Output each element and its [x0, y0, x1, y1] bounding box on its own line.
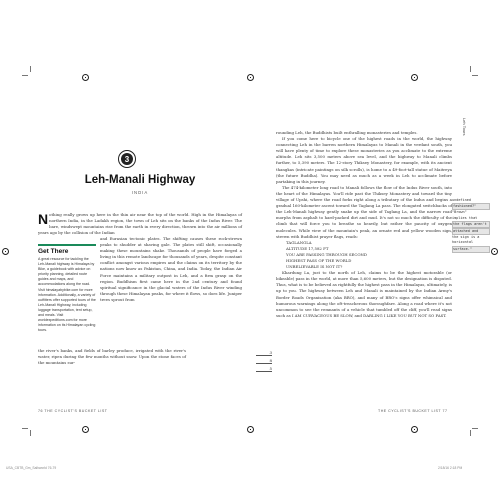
slug-left: USA_CBTB_Gm_Salhworld 76-79 — [6, 466, 57, 470]
intro-paragraph — [38, 212, 242, 236]
sign-line: TAGLANGLA — [286, 239, 312, 245]
registration-mark-center-top — [247, 74, 254, 81]
fill-line: 3 — [256, 350, 272, 356]
comment-line: "Brown" — [452, 210, 467, 215]
paragraph-1: rounding Leh, the Buddhists built enthralling monasteries and temples. — [276, 130, 418, 135]
comment-line: the flags aren't — [452, 221, 490, 228]
chapter-title: Leh-Manali Highway — [84, 174, 196, 186]
chapter-number-badge — [118, 150, 136, 168]
comment-line: attached and — [452, 228, 490, 235]
body-column — [100, 236, 242, 303]
comment-line: horizontal — [452, 240, 474, 245]
crop-mark — [472, 428, 478, 429]
get-there-text: A great resource for tackling the Leh-Manali highway is Himalaya by Bike, a guidebook with advice on priority planning, detailed route guides and maps, and accommodations along the road. Visit himalayabybike.com for more information. Additionally, a variety of outfitters offer supported tours of the Leh-Manali Highway, including luggage transportation, tent setup, and meals. Visit worldexpeditions.com for more information on its Himalayan cycling tours. — [38, 257, 96, 333]
body-column-text: and Eurasian tectonic plates. The shifting causes these rock-strewn peaks to shudder at shaving gale. The plates still shift, occasionally making these mountains shake. Thousands of people have forged a living in this remote landscape for thousands of years, despite constant conflict amongst various empires and the claims on its territory by the nations now know as Pakistan, China, and India. Today, the Indian Air Force maintains a military outpost in Leh, and a firm grasp on the region. Buddhism first came here in the 2nd century and found spiritual significance in the glacial waters of the Indus River winding through these Himalayan peaks, for where it flows, so does life. Juniper trees sprout from — [100, 236, 242, 302]
sign-line: UNBELIEVABLE IS NOT IT? — [286, 264, 343, 270]
sign-line: ALTITUDE 17,582 FT — [286, 245, 329, 251]
registration-mark-left-middle — [2, 248, 9, 255]
bottom-paragraph — [38, 348, 186, 366]
sign-line: HIGHEST PASS OF THE WORLD — [286, 257, 352, 263]
left-folio: 76 THE CYCLIST'S BUCKET LIST — [38, 409, 108, 413]
chapter-location: INDIA — [131, 190, 149, 195]
registration-mark-right-middle — [491, 248, 498, 255]
drop-cap: N — [38, 211, 49, 227]
sign-quote — [286, 240, 452, 270]
get-there-heading: Get There — [38, 248, 69, 255]
crop-mark — [22, 428, 28, 429]
left-page — [38, 0, 242, 500]
comment-line: implies that — [452, 215, 478, 220]
comment-line: the sign is a — [452, 235, 480, 240]
crop-mark — [472, 75, 478, 76]
crop-mark — [30, 66, 31, 72]
margin-comment[interactable] — [452, 198, 490, 253]
right-page-text — [276, 130, 452, 319]
crop-mark — [470, 430, 471, 436]
right-folio: THE CYCLIST'S BUCKET LIST 77 — [378, 409, 448, 413]
comment-line: undefined — [452, 198, 471, 202]
registration-mark-center-bottom — [247, 426, 254, 433]
comment-line: fashioned?" — [452, 203, 490, 210]
chapter-number: 3 — [121, 153, 133, 165]
paragraph-2: If you come here to bicycle one of the highest roads in the world, the highway connecting Leh in the barren northern Himalayas to Manali in the verdant south, you will have plenty of time to explore these monasteries as you acclimate to the extreme altitude. Leh sits 3,500 meters above sea level, and the highway to Manali climbs further, to 5,390 meters. The 12-story Thiksey Monastery, for example, with its ancient thangkas (intricate paintings on silk scrolls), is home to a 49-foot-tall statue of Maitreya (the future Buddha). You may need as much as a week in Leh to acclimate before partaking in this journey. — [276, 136, 452, 184]
crop-mark — [22, 75, 28, 76]
comment-line: surface." — [452, 246, 490, 253]
running-head: Leh Tours — [462, 118, 467, 136]
paragraph-4: Khardung La, just to the north of Leh, claims to be the highest motorable (or bikeable) pass in the world, at more than 5,600 meters, but the designation is disputed. Thus, what is to be believed as rightfully the highest pass in the Himalayas, ultimately, is up to you. The highway between Leh and Manali is maintained by the Indian Army's Border Roads Organisation (aka BRO), and many of BRO's signs offer whimsical and humorous warnings along the oft-treacherous thoroughfare. Along a road where it's not uncommon to see the remnants of a vehicle that tumbled off the cliff, you'll read signs such as I AM CURVACEOUS BE SLOW, and DARLING I LIKE YOU BUT NOT SO FAST. — [276, 270, 452, 318]
fill-line: 5 — [256, 366, 272, 372]
crop-mark — [470, 66, 471, 72]
bottom-paragraph-text: the river's banks, and fields of barley produce, irrigated with the river's water, ripen during the few months without snow. Upon the stone faces of the mountains sur- — [38, 348, 186, 366]
fill-line: 8 — [256, 358, 272, 364]
crop-mark — [30, 430, 31, 436]
right-page — [258, 0, 470, 500]
paragraph-3: The 474-kilometer long road to Manali follows the flow of the Indus River south, into the heart of the Himalayas. You'll ride past the Thiksey Monastery and toward the tiny village of Upshi, where the road forks right along a tributary of the Indus and begins a gradual 160-kilometer ascent toward the Taglang La pass. The elongated switchbacks of the Leh-Manali highway gently snake up the side of Taglang La, and the narrow road morphs from asphalt to hard-packed dirt and mud. It's not so much the difficulty of the climb that will force you to breathe so heavily, but rather the paucity of oxygen molecules. While view of the mountain's peak, an ornate red and yellow wooden sign, strewn with Buddhist prayer flags, reads: — [276, 184, 452, 239]
slug-right: 2/18/16 2:18 PM — [438, 466, 463, 470]
intro-text: othing really grows up here in the thin air near the top of the world. High in the Himalayas of northern India, in the Ladakh region, the town of Leh sits on the banks of the Indus River. The bare, windswept mountains rise from the earth in every direction, thrown into the air millions of years ago by the collision of the Indian — [38, 212, 242, 236]
sign-line: YOU ARE PASSING THROUGH SECOND — [286, 251, 368, 257]
